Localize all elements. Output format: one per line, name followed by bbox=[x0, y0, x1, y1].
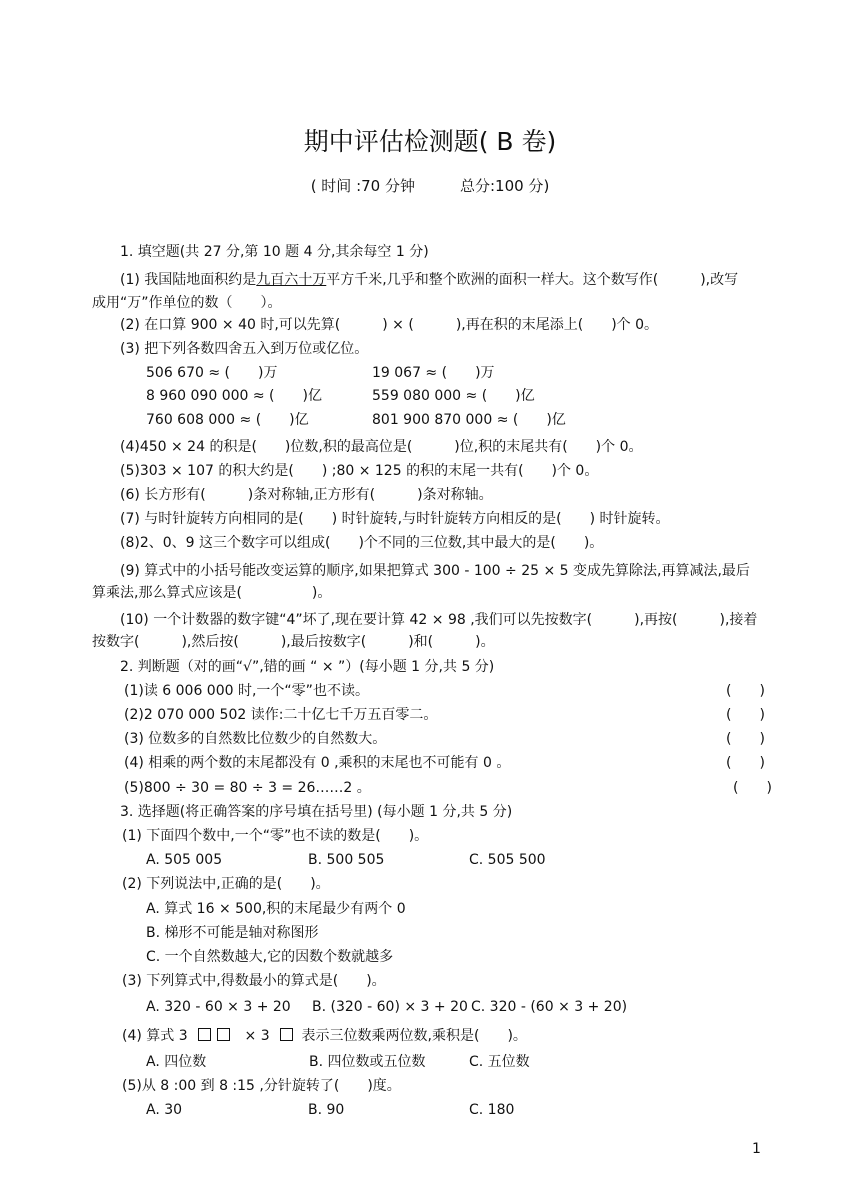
s3-q2-option-c: C. 一个自然数越大,它的因数个数就越多 bbox=[146, 949, 394, 965]
s2-item-3-text: (3) 位数多的自然数比位数少的自然数大。 bbox=[124, 731, 387, 747]
s1-q6: (6) 长方形有( )条对称轴,正方形有( )条对称轴。 bbox=[120, 487, 493, 503]
s2-item-2-answer-paren: ( ) bbox=[726, 707, 765, 723]
s1-q3-item-1: 506 670 ≈ ( )万 bbox=[146, 365, 278, 381]
s1-q10-line1: (10) 一个计数器的数字键“4”坏了,现在要计算 42 × 98 ,我们可以先按数字( ),再按( ),接着 bbox=[120, 612, 758, 628]
s3-q1-option-c: C. 505 500 bbox=[469, 852, 546, 868]
page-number: 1 bbox=[752, 1141, 761, 1157]
s3-q3-option-b: B. (320 - 60) × 3 + 20 bbox=[312, 999, 468, 1015]
s2-item-5-text: (5)800 ÷ 30 = 80 ÷ 3 = 26……2 。 bbox=[124, 780, 371, 796]
section3-heading: 3. 选择题(将正确答案的序号填在括号里) (每小题 1 分,共 5 分) bbox=[120, 804, 513, 820]
s3-q4-stem-start: (4) 算式 3 bbox=[122, 1028, 188, 1044]
s1-q1-line1 bbox=[120, 270, 738, 290]
s1-q1-underlined: 九百六十万 bbox=[256, 272, 327, 288]
document-title: 期中评估检测题( B 卷) bbox=[303, 127, 557, 156]
s3-q5-option-b: B. 90 bbox=[308, 1102, 345, 1118]
s1-q3-item-3: 8 960 090 000 ≈ ( )亿 bbox=[146, 388, 322, 404]
s3-q4-option-c: C. 五位数 bbox=[469, 1054, 530, 1070]
s1-q1-post: 平方千米,几乎和整个欧洲的面积一样大。这个数写作( ),改写 bbox=[326, 272, 739, 288]
s3-q1-option-b: B. 500 505 bbox=[308, 852, 385, 868]
s2-item-4-text: (4) 相乘的两个数的末尾都没有 0 ,乘积的末尾也不可能有 0 。 bbox=[124, 755, 511, 771]
s3-q4-stem bbox=[122, 1026, 527, 1046]
s2-item-1-answer-paren: ( ) bbox=[726, 683, 765, 699]
s3-q1-stem: (1) 下面四个数中,一个“零”也不读的数是( )。 bbox=[122, 828, 429, 844]
s3-q4-stem-times: × 3 bbox=[244, 1028, 270, 1044]
s1-q1-line2: 成用“万”作单位的数（ ）。 bbox=[92, 295, 282, 311]
s2-item-3-answer-paren: ( ) bbox=[726, 731, 765, 747]
s2-item-1-text: (1)读 6 006 000 时,一个“零”也不读。 bbox=[124, 683, 369, 699]
s1-q3-item-4: 559 080 000 ≈ ( )亿 bbox=[372, 388, 535, 404]
s1-q1-pre: (1) 我国陆地面积约是 bbox=[120, 272, 257, 288]
s2-item-2-text: (2)2 070 000 502 读作:二十亿七千万五百零二。 bbox=[124, 707, 438, 723]
s1-q3-item-5: 760 608 000 ≈ ( )亿 bbox=[146, 412, 309, 428]
section1-heading: 1. 填空题(共 27 分,第 10 题 4 分,其余每空 1 分) bbox=[120, 244, 429, 260]
s3-q2-option-b: B. 梯形不可能是轴对称图形 bbox=[146, 925, 319, 941]
s3-q1-option-a: A. 505 005 bbox=[146, 852, 223, 868]
s1-q9-line2: 算乘法,那么算式应该是( )。 bbox=[92, 585, 332, 601]
s3-q3-stem: (3) 下列算式中,得数最小的算式是( )。 bbox=[122, 973, 386, 989]
s3-q5-stem: (5)从 8 :00 到 8 :15 ,分针旋转了( )度。 bbox=[122, 1078, 401, 1094]
s1-q4: (4)450 × 24 的积是( )位数,积的最高位是( )位,积的末尾共有( )个 0。 bbox=[120, 439, 643, 455]
s3-q5-option-c: C. 180 bbox=[469, 1102, 515, 1118]
s1-q9-line1: (9) 算式中的小括号能改变运算的顺序,如果把算式 300 - 100 ÷ 25 × 5 变成先算除法,再算减法,最后 bbox=[120, 563, 750, 579]
digit-box-icon bbox=[198, 1028, 211, 1041]
s3-q2-option-a: A. 算式 16 × 500,积的末尾最少有两个 0 bbox=[146, 901, 406, 917]
s1-q3-stem: (3) 把下列各数四舍五入到万位或亿位。 bbox=[120, 341, 369, 357]
digit-box-icon bbox=[280, 1028, 293, 1041]
s1-q7: (7) 与时针旋转方向相同的是( ) 时针旋转,与时针旋转方向相反的是( ) 时针旋转。 bbox=[120, 511, 670, 527]
s3-q2-stem: (2) 下列说法中,正确的是( )。 bbox=[122, 876, 330, 892]
s3-q4-stem-end: 表示三位数乘两位数,乘积是( )。 bbox=[301, 1028, 527, 1044]
s3-q5-option-a: A. 30 bbox=[146, 1102, 183, 1118]
s1-q10-line2: 按数字( ),然后按( ),最后按数字( )和( )。 bbox=[92, 634, 495, 650]
s1-q3-item-2: 19 067 ≈ ( )万 bbox=[372, 365, 495, 381]
s2-item-5-answer-paren: ( ) bbox=[733, 780, 772, 796]
s1-q8: (8)2、0、9 这三个数字可以组成( )个不同的三位数,其中最大的是( )。 bbox=[120, 535, 604, 551]
s3-q3-option-a: A. 320 - 60 × 3 + 20 bbox=[146, 999, 291, 1015]
s3-q3-option-c: C. 320 - (60 × 3 + 20) bbox=[471, 999, 628, 1015]
digit-box-icon bbox=[217, 1028, 230, 1041]
section2-heading: 2. 判断题（对的画“√”,错的画 “ × ”）(每小题 1 分,共 5 分) bbox=[120, 659, 495, 675]
s2-item-4-answer-paren: ( ) bbox=[726, 755, 765, 771]
s3-q4-option-a: A. 四位数 bbox=[146, 1054, 207, 1070]
exam-time-and-score: ( 时间 :70 分钟 总分:100 分) bbox=[310, 177, 550, 195]
s1-q5: (5)303 × 107 的积大约是( ) ;80 × 125 的积的末尾一共有( )个 0。 bbox=[120, 463, 599, 479]
s1-q3-item-6: 801 900 870 000 ≈ ( )亿 bbox=[372, 412, 566, 428]
s3-q4-option-b: B. 四位数或五位数 bbox=[309, 1054, 426, 1070]
s1-q2: (2) 在口算 900 × 40 时,可以先算( ) × ( ),再在积的末尾添上( )个 0。 bbox=[120, 317, 659, 333]
